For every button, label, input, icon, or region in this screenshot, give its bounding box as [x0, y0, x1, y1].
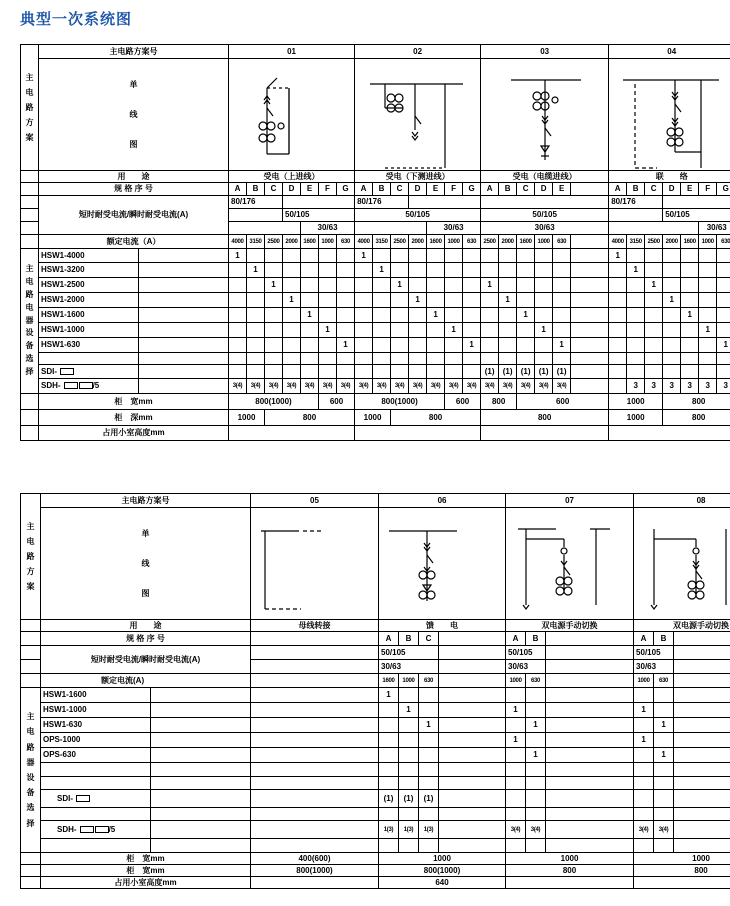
sdh-value: 3(4) — [517, 379, 535, 394]
equipment-name: HSW1-1600 — [41, 688, 151, 703]
mark: 1 — [609, 249, 627, 263]
diagram-06 — [379, 508, 506, 620]
rated-value: 1000 — [399, 674, 419, 688]
rated-value: 630 — [463, 235, 481, 249]
cabinet-width-value: 1000 — [609, 394, 663, 410]
spec-letter: E — [681, 183, 699, 196]
rated-value: 1000 — [699, 235, 717, 249]
mark: 1 — [654, 718, 674, 733]
sdh-value: 3(4) — [506, 821, 526, 839]
short-time-current-label: 短时耐受电流/瞬时耐受电流(A) — [39, 196, 229, 235]
equipment-name: HSW1-1600 — [39, 308, 139, 323]
main-circuit-label: 主 电 路 方 案 — [21, 494, 41, 620]
mark: 1 — [526, 748, 546, 763]
rated-value: 1600 — [301, 235, 319, 249]
room-height-value: 640 — [379, 877, 506, 889]
rated-value: 2500 — [265, 235, 283, 249]
sdh-value: 3(4) — [654, 821, 674, 839]
mark: 1 — [445, 323, 463, 338]
spec-letter: A — [355, 183, 373, 196]
diagram-02 — [355, 59, 481, 171]
cabinet-width-value: 1000 — [634, 853, 730, 865]
rated-value: 1000 — [445, 235, 463, 249]
spec-letter: C — [645, 183, 663, 196]
mark: 1 — [399, 703, 419, 718]
mark: 1 — [265, 278, 283, 293]
sdh-value: 3(4) — [319, 379, 337, 394]
spec-letter: C — [419, 632, 439, 646]
spec-letter: G — [717, 183, 730, 196]
equipment-name: HSW1-1000 — [41, 703, 151, 718]
equipment-name: HSW1-2000 — [39, 293, 139, 308]
sdh-label: SDH- /5 — [39, 379, 139, 394]
spec-letter: B — [627, 183, 645, 196]
usage-02: 受电（下测进线） — [355, 171, 481, 183]
sdh-value: 3 — [717, 379, 730, 394]
diagram-08 — [634, 508, 730, 620]
sdh-value: 3(4) — [445, 379, 463, 394]
sdh-value: 3(4) — [526, 821, 546, 839]
rated-current-label: 额定电流(A) — [41, 674, 251, 688]
diagram-05 — [251, 508, 379, 620]
scheme-05: 05 — [251, 494, 379, 508]
sdi-value: (1) — [553, 365, 571, 379]
sdi-value: (1) — [481, 365, 499, 379]
sdi-value: (1) — [419, 790, 439, 808]
sdh-value: 3(4) — [373, 379, 391, 394]
short-current-value: 30/63 — [506, 660, 546, 674]
spec-letter: A — [506, 632, 526, 646]
sdh-value: 1(3) — [379, 821, 399, 839]
scheme-04: 04 — [609, 45, 730, 59]
spec-letter: E — [427, 183, 445, 196]
short-current-value: 50/105 — [283, 209, 355, 222]
cabinet-depth-value: 800(1000) — [379, 865, 506, 877]
cabinet-width-value: 800 — [663, 394, 730, 410]
spec-letter: B — [526, 632, 546, 646]
rated-value: 2500 — [391, 235, 409, 249]
mark: 1 — [337, 338, 355, 353]
rated-value: 1600 — [517, 235, 535, 249]
sdh-value: 3(4) — [481, 379, 499, 394]
usage-01: 受电（上进线） — [229, 171, 355, 183]
usage-03: 受电（电缆进线） — [481, 171, 609, 183]
rated-value: 630 — [654, 674, 674, 688]
usage-07: 双电源手动切换 — [506, 620, 634, 632]
spec-label: 规 格 序 号 — [41, 632, 251, 646]
mark: 1 — [427, 308, 445, 323]
scheme-06: 06 — [379, 494, 506, 508]
short-current-value: 30/63 — [301, 222, 355, 235]
rated-value: 1600 — [379, 674, 399, 688]
mark: 1 — [535, 323, 553, 338]
spec-letter: B — [373, 183, 391, 196]
rated-value: 2500 — [645, 235, 663, 249]
mark: 1 — [627, 263, 645, 278]
cabinet-depth-value: 800 — [265, 410, 355, 426]
scheme-08: 08 — [634, 494, 730, 508]
spec-letter: C — [517, 183, 535, 196]
spec-letter: G — [337, 183, 355, 196]
cabinet-depth-value: 800 — [506, 865, 634, 877]
diagram-03 — [481, 59, 609, 171]
rated-value: 4000 — [609, 235, 627, 249]
sdh-value: 3 — [681, 379, 699, 394]
mark: 1 — [517, 308, 535, 323]
spec-letter: D — [535, 183, 553, 196]
short-current-value: 80/176 — [355, 196, 409, 209]
mark: 1 — [355, 249, 373, 263]
rated-value: 630 — [717, 235, 730, 249]
cabinet-width-value: 800(1000) — [229, 394, 319, 410]
rated-value: 4000 — [229, 235, 247, 249]
spec-letter: B — [499, 183, 517, 196]
mark: 1 — [526, 718, 546, 733]
cabinet-depth-value: 800(1000) — [251, 865, 379, 877]
mark: 1 — [229, 249, 247, 263]
sdi-symbol — [60, 368, 74, 375]
rated-value: 3150 — [247, 235, 265, 249]
usage-label: 用 途 — [41, 620, 251, 632]
rated-value: 3150 — [627, 235, 645, 249]
cabinet-depth-value: 800 — [481, 410, 609, 426]
spec-letter: E — [301, 183, 319, 196]
single-line-diagram-label: 单 线 图 — [41, 508, 251, 620]
mark: 1 — [379, 688, 399, 703]
sdh-value: 3(4) — [283, 379, 301, 394]
spec-letter: A — [229, 183, 247, 196]
room-height-label: 占用小室高度mm — [39, 426, 229, 441]
short-current-value: 50/105 — [355, 209, 481, 222]
mark: 1 — [553, 338, 571, 353]
scheme-01: 01 — [229, 45, 355, 59]
spec-letter: A — [609, 183, 627, 196]
rated-value: 630 — [337, 235, 355, 249]
spec-letter: D — [663, 183, 681, 196]
main-circuit-label: 主 电 路 方 案 — [21, 45, 39, 171]
equipment-selection-label: 主 电 路 电 器 设 备 选 择 — [21, 249, 39, 394]
short-time-current-label: 短时耐受电流/瞬时耐受电流(A) — [41, 646, 251, 674]
mark: 1 — [506, 703, 526, 718]
scheme-02: 02 — [355, 45, 481, 59]
cabinet-width-value: 600 — [319, 394, 355, 410]
sdi-value: (1) — [517, 365, 535, 379]
short-current-value: 30/63 — [481, 222, 609, 235]
sdh-value: 3(4) — [463, 379, 481, 394]
rated-value: 630 — [553, 235, 571, 249]
mark: 1 — [463, 338, 481, 353]
equipment-name: HSW1-4000 — [39, 249, 139, 263]
sdh-value: 3 — [627, 379, 645, 394]
spec-letter: A — [379, 632, 399, 646]
rated-value: 630 — [419, 674, 439, 688]
mark: 1 — [654, 748, 674, 763]
sdh-value: 3(4) — [229, 379, 247, 394]
mark: 1 — [247, 263, 265, 278]
sdh-symbol — [95, 826, 109, 833]
mark: 1 — [373, 263, 391, 278]
rated-value: 630 — [526, 674, 546, 688]
sdh-value: 3 — [699, 379, 717, 394]
sdh-value: 3(4) — [247, 379, 265, 394]
mark: 1 — [319, 323, 337, 338]
cabinet-width-value: 600 — [445, 394, 481, 410]
cabinet-width-value: 600 — [517, 394, 609, 410]
sdh-value: 3(4) — [391, 379, 409, 394]
mark: 1 — [634, 703, 654, 718]
spec-letter: C — [391, 183, 409, 196]
sdi-symbol — [76, 795, 90, 802]
sdh-value: 3(4) — [427, 379, 445, 394]
mark: 1 — [634, 733, 654, 748]
room-height-label: 占用小室高度mm — [41, 877, 251, 889]
short-current-value: 50/105 — [506, 646, 546, 660]
cabinet-width-label: 柜 宽mm — [39, 394, 229, 410]
spec-letter: C — [265, 183, 283, 196]
spec-letter: F — [319, 183, 337, 196]
sdi-label: SDI- — [41, 790, 151, 808]
usage-08: 双电源手动切换 — [634, 620, 730, 632]
rated-value: 1000 — [634, 674, 654, 688]
rated-value: 2000 — [283, 235, 301, 249]
short-current-value: 80/176 — [609, 196, 663, 209]
equipment-name: HSW1-630 — [39, 338, 139, 353]
spec-letter: A — [481, 183, 499, 196]
short-current-value: 30/63 — [634, 660, 674, 674]
spec-label: 规 格 序 号 — [39, 183, 229, 196]
equipment-name: HSW1-2500 — [39, 278, 139, 293]
rated-value: 1600 — [427, 235, 445, 249]
sdh-symbol — [64, 382, 78, 389]
sdh-value: 3(4) — [355, 379, 373, 394]
sdh-symbol — [80, 826, 94, 833]
short-current-value: 30/63 — [379, 660, 439, 674]
mark: 1 — [717, 338, 730, 353]
sdi-value: (1) — [535, 365, 553, 379]
spec-letter: D — [409, 183, 427, 196]
single-line-diagram-label: 单 线 图 — [39, 59, 229, 171]
spec-letter: B — [247, 183, 265, 196]
sdh-value: 3(4) — [301, 379, 319, 394]
cabinet-depth-value: 1000 — [355, 410, 391, 426]
diagram-07 — [506, 508, 634, 620]
sdh-label: SDH- /5 — [41, 821, 151, 839]
mark: 1 — [699, 323, 717, 338]
diagram-01 — [229, 59, 355, 171]
equipment-name: HSW1-3200 — [39, 263, 139, 278]
rated-value: 1000 — [319, 235, 337, 249]
mark: 1 — [409, 293, 427, 308]
short-current-value: 50/105 — [481, 209, 609, 222]
short-current-value: 50/105 — [663, 209, 730, 222]
short-current-value: 30/63 — [427, 222, 481, 235]
diagram-04 — [609, 59, 730, 171]
usage-label: 用 途 — [39, 171, 229, 183]
sdi-value: (1) — [379, 790, 399, 808]
system-table-2 — [20, 493, 730, 889]
scheme-07: 07 — [506, 494, 634, 508]
page-title: 典型一次系统图 — [20, 10, 133, 28]
cabinet-width-value: 800(1000) — [355, 394, 445, 410]
sdh-value: 3(4) — [337, 379, 355, 394]
short-current-value: 80/176 — [229, 196, 283, 209]
sdh-value: 3 — [645, 379, 663, 394]
cabinet-depth-value: 800 — [391, 410, 481, 426]
sdh-value: 3(4) — [409, 379, 427, 394]
system-table-1 — [20, 44, 730, 441]
sdh-value: 3(4) — [265, 379, 283, 394]
scheme-number-header: 主电路方案号 — [39, 45, 229, 59]
rated-value: 2000 — [663, 235, 681, 249]
rated-value: 1000 — [506, 674, 526, 688]
cabinet-depth-value: 1000 — [229, 410, 265, 426]
mark: 1 — [419, 718, 439, 733]
scheme-03: 03 — [481, 45, 609, 59]
mark: 1 — [481, 278, 499, 293]
sdh-value: 3(4) — [535, 379, 553, 394]
cabinet-width-value: 800 — [481, 394, 517, 410]
sdi-label: SDI- — [39, 365, 139, 379]
spec-letter: B — [654, 632, 674, 646]
usage-04: 联 络 — [609, 171, 730, 183]
spec-letter: E — [553, 183, 571, 196]
cabinet-width-value: 400(600) — [251, 853, 379, 865]
rated-value: 4000 — [355, 235, 373, 249]
cabinet-width-value: 1000 — [506, 853, 634, 865]
mark: 1 — [391, 278, 409, 293]
sdi-value: (1) — [499, 365, 517, 379]
mark: 1 — [681, 308, 699, 323]
sdh-value: 3 — [663, 379, 681, 394]
spec-letter: D — [283, 183, 301, 196]
rated-value: 2000 — [499, 235, 517, 249]
rated-value: 2000 — [409, 235, 427, 249]
cabinet-depth-label: 柜 宽mm — [41, 865, 251, 877]
cabinet-depth-value: 800 — [663, 410, 730, 426]
spec-letter: F — [445, 183, 463, 196]
equipment-name: OPS-630 — [41, 748, 151, 763]
mark: 1 — [499, 293, 517, 308]
cabinet-depth-label: 柜 深mm — [39, 410, 229, 426]
scheme-number-header: 主电路方案号 — [41, 494, 251, 508]
rated-value: 2500 — [481, 235, 499, 249]
equipment-name: OPS-1000 — [41, 733, 151, 748]
usage-06: 馈 电 — [379, 620, 506, 632]
spec-letter: G — [463, 183, 481, 196]
spec-letter: B — [399, 632, 419, 646]
sdh-value: 3(4) — [634, 821, 654, 839]
equipment-name: HSW1-1000 — [39, 323, 139, 338]
cabinet-depth-value: 1000 — [609, 410, 663, 426]
sdh-value: 1(3) — [399, 821, 419, 839]
equipment-name: HSW1-630 — [41, 718, 151, 733]
rated-value: 1000 — [535, 235, 553, 249]
short-current-value: 50/105 — [634, 646, 674, 660]
sdh-value: 3(4) — [499, 379, 517, 394]
sdh-value: 1(3) — [419, 821, 439, 839]
spec-letter: F — [699, 183, 717, 196]
cabinet-depth-value: 800 — [634, 865, 730, 877]
sdh-value: 3(4) — [553, 379, 571, 394]
mark: 1 — [663, 293, 681, 308]
equipment-selection-label: 主 电 路 器 设 备 选 择 — [21, 688, 41, 853]
sdi-value: (1) — [399, 790, 419, 808]
mark: 1 — [301, 308, 319, 323]
sdh-symbol — [79, 382, 93, 389]
short-current-value: 50/105 — [379, 646, 439, 660]
cabinet-width-value: 1000 — [379, 853, 506, 865]
mark: 1 — [645, 278, 663, 293]
rated-value: 1600 — [681, 235, 699, 249]
spec-letter: A — [634, 632, 654, 646]
rated-value: 3150 — [373, 235, 391, 249]
mark: 1 — [283, 293, 301, 308]
short-current-value: 30/63 — [699, 222, 730, 235]
cabinet-width-label: 柜 宽mm — [41, 853, 251, 865]
rated-current-label: 额定电流（A） — [39, 235, 229, 249]
mark: 1 — [506, 733, 526, 748]
usage-05: 母线转接 — [251, 620, 379, 632]
